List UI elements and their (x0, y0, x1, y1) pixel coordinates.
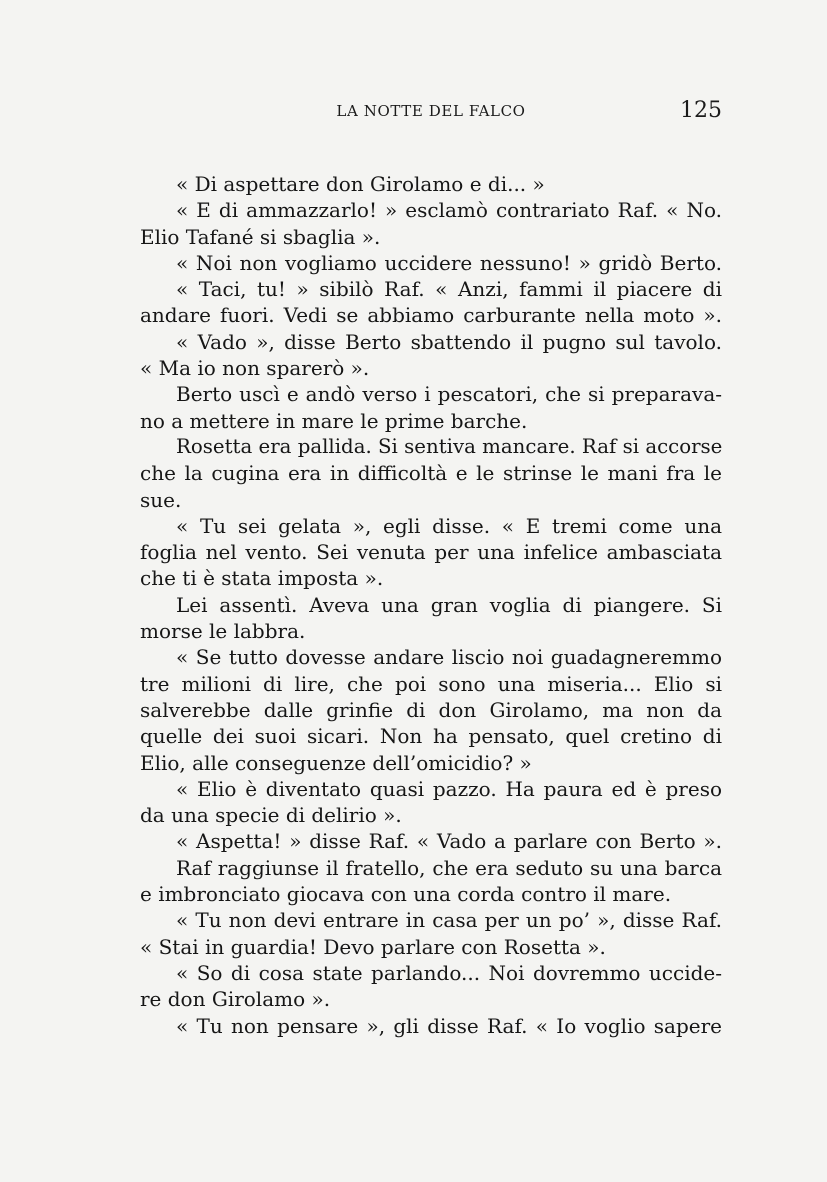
text-line: « Tu sei gelata », egli disse. « E tremi come una (176, 513, 722, 538)
text-line: « Aspetta! » disse Raf. « Vado a parlare con Berto ». (176, 829, 722, 854)
text-line: Elio Tafané si sbaglia ». (140, 224, 381, 249)
text-line: morse le labbra. (140, 619, 306, 644)
text-line: « E di ammazzarlo! » esclamò contrariato Raf. « No. (176, 198, 722, 223)
text-line: da una specie di delirio ». (140, 803, 402, 828)
text-line: foglia nel vento. Sei venuta per una infelice ambasciata (140, 540, 722, 565)
text-line: e imbronciato giocava con una corda contro il mare. (140, 882, 672, 907)
text-line: « Vado », disse Berto sbattendo il pugno sul tavolo. (176, 329, 722, 354)
text-line: sue. (140, 487, 182, 512)
text-line: salverebbe dalle grinfie di don Girolamo, ma non da (140, 697, 722, 722)
text-line: andare fuori. Vedi se abbiamo carburante nella moto ». (140, 303, 722, 328)
text-line: Berto uscì e andò verso i pescatori, che si preparava- (176, 382, 722, 407)
text-line: « Di aspettare don Girolamo e di... » (176, 172, 545, 196)
running-title: LA NOTTE DEL FALCO (336, 102, 526, 120)
text-line: re don Girolamo ». (140, 987, 331, 1012)
text-line: « Elio è diventato quasi pazzo. Ha paura ed è preso (176, 776, 722, 801)
text-line: « So di cosa state parlando... Noi dovremmo uccide- (176, 960, 722, 985)
page-number: 125 (680, 98, 722, 123)
text-line: « Se tutto dovesse andare liscio noi guadagneremmo (176, 645, 722, 670)
text-line: « Noi non vogliamo uccidere nessuno! » gridò Berto. (176, 250, 722, 275)
text-line: tre milioni di lire, che poi sono una miseria... Elio si (140, 671, 722, 696)
text-line: « Tu non pensare », gli disse Raf. « Io voglio sapere (176, 1013, 722, 1038)
text-line: Lei assentì. Aveva una gran voglia di piangere. Si (176, 592, 722, 617)
text-line: quelle dei suoi sicari. Non ha pensato, quel cretino di (140, 724, 722, 749)
text-line: « Stai in guardia! Devo parlare con Rosetta ». (140, 934, 606, 959)
text-line: Raf raggiunse il fratello, che era seduto su una barca (176, 855, 722, 880)
text-line: « Tu non devi entrare in casa per un po’ », disse Raf. (176, 908, 722, 933)
text-line: che la cugina era in difficoltà e le strinse le mani fra le (140, 461, 722, 486)
text-line: Rosetta era pallida. Si sentiva mancare. Raf si accorse (176, 434, 723, 458)
body-text (140, 171, 722, 1039)
text-line: « Ma io non sparerò ». (140, 356, 370, 381)
running-head (140, 98, 722, 128)
text-line: Elio, alle conseguenze dell’omicidio? » (140, 750, 532, 775)
text-line: no a mettere in mare le prime barche. (140, 408, 528, 433)
text-line: « Taci, tu! » sibilò Raf. « Anzi, fammi il piacere di (176, 277, 722, 302)
text-line: che ti è stata imposta ». (140, 566, 384, 591)
